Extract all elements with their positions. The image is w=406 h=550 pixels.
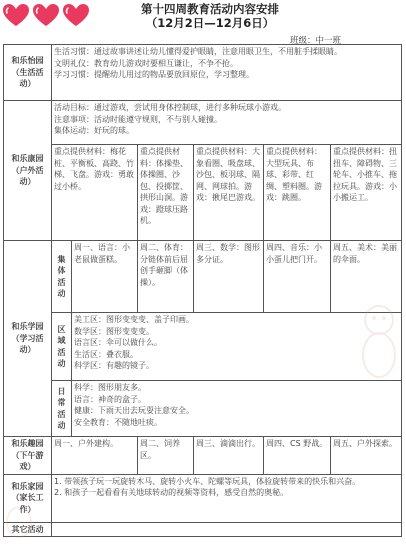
life-line: 学习习惯：提醒幼儿用过的物品要放回原位，学习整理。 <box>54 70 254 79</box>
afternoon-day: 周三、滴滴出行。 <box>194 437 264 475</box>
category-afternoon: 和乐趣园（下午游戏） <box>4 437 52 475</box>
study-row-group <box>4 241 402 313</box>
family-line: 1. 带领孩子玩一玩旋转木马、旋转小火车、陀螺等玩具，体验旋转带来的快乐和兴奋。 <box>54 476 361 486</box>
outdoor-area: 重点提供材料：大象看圈、吸盘球、沙包、板羽球、隔网、网球拍。游戏：揪尾巴游戏。 <box>194 145 264 241</box>
category-study: 和乐学园（学习活动） <box>4 241 52 437</box>
group-day: 周四、音乐：小小蛋儿把门开。 <box>264 241 331 313</box>
outdoor-line: 活动目标：通过游戏，尝试用身体控制球，进行多种玩球小游戏。 <box>54 103 286 112</box>
heart-icon <box>2 4 30 28</box>
zone-line: 科学区：有趣的镜子。 <box>74 361 154 370</box>
daily-content <box>72 381 402 437</box>
category-life: 和乐怡园（生活活动） <box>4 45 52 101</box>
study-row-daily <box>4 381 402 437</box>
daily-line: 健康：下雨天出去玩耍注意安全。 <box>74 406 194 415</box>
daily-line: 语言：神奇的盒子。 <box>74 394 146 404</box>
outdoor-row-areas <box>4 145 402 241</box>
family-row <box>4 474 402 522</box>
afternoon-day: 周四、CS 野战。 <box>264 437 331 475</box>
afternoon-day: 周一、户外建构。 <box>52 437 138 475</box>
category-outdoor: 和乐康园（户外活动） <box>4 101 52 241</box>
life-row <box>4 45 402 101</box>
cartoon-watermark-icon <box>356 300 402 390</box>
zone-line: 语言区：伞可以做什么。 <box>74 338 162 347</box>
subcategory-group: 集体活动 <box>52 241 72 313</box>
class-label: 班级：中一班 <box>290 36 342 46</box>
zone-line: 数学区：图形变变变。 <box>74 326 154 336</box>
afternoon-row <box>4 437 402 475</box>
group-day: 周五、美术：美丽的伞面。 <box>331 241 402 313</box>
zone-line: 美工区：图形变变变、盖子印画。 <box>74 315 194 324</box>
group-day: 周二、体育：分链体前后屈创手砸脚（体操）。 <box>138 241 194 313</box>
heart-icon <box>62 4 90 28</box>
outdoor-row-top <box>4 101 402 145</box>
cartoon-watermark-icon <box>4 500 34 540</box>
outdoor-area: 重点提供材料：体操垫、体操圈、沙包、投掷筐、拱形山洞。游戏：蹬球压路机。 <box>138 145 194 241</box>
life-line: 文明礼仪：教育幼儿游戏时要相互谦让，不争不抢。 <box>54 58 238 68</box>
zone-line: 生活区：叠衣服。 <box>74 349 138 359</box>
hearts-decoration <box>2 4 90 28</box>
category-other: 其它活动 <box>4 522 52 537</box>
group-day: 周三、数学：图形多分证。 <box>194 241 264 313</box>
outdoor-line: 注意事项：活动时能遵守规则，不与别人碰撞。 <box>54 114 222 124</box>
outdoor-area: 重点提供材料：扭扭车、障碍物、三轮车、小推车、拖拉玩具。游戏：小小搬运工。 <box>331 145 402 241</box>
outdoor-content <box>52 101 402 145</box>
study-row-zone <box>4 313 402 381</box>
afternoon-day: 周五、户外探索。 <box>331 437 402 475</box>
life-line: 生活习惯：通过故事讲述让幼儿懂得爱护眼睛，注意用眼卫生，不用脏手揉眼睛。 <box>54 47 342 56</box>
afternoon-day: 周二、饲养区。 <box>138 437 194 475</box>
other-content <box>52 522 402 537</box>
outdoor-area: 重点提供材料：梅花桩、平衡板、高跷、竹梯、飞盘。游戏：勇敢过小桥。 <box>52 145 138 241</box>
title-line-2: （12月2日—12月6日） <box>145 16 275 30</box>
title-line-1: 第十四周教育活动内容安排 <box>141 2 279 16</box>
daily-line: 科学：图形朋友多。 <box>74 383 146 392</box>
outdoor-line: 集体运动：好玩的球。 <box>54 126 134 135</box>
other-row <box>4 522 402 537</box>
schedule-table <box>3 44 402 537</box>
family-content <box>52 474 402 522</box>
category-family: 和乐家园（家长工作） <box>4 474 52 522</box>
subcategory-zone: 区域活动 <box>52 313 72 381</box>
family-line: 2. 和孩子一起看看有关地球转动的视频等资料，感受自然的奥秘。 <box>54 488 289 497</box>
zone-content <box>72 313 402 381</box>
heart-icon <box>32 4 60 28</box>
page-title <box>110 2 310 30</box>
daily-line: 安全教育：不随地吐痰。 <box>74 417 162 427</box>
life-content <box>52 45 402 101</box>
outdoor-area: 重点提供材料：大型玩具、布球、彩带、红绸、塑料圈。游戏：跳圈。 <box>264 145 331 241</box>
group-day: 周一、语言：小老鼠做蛋糕。 <box>72 241 138 313</box>
subcategory-daily: 日常活动 <box>52 381 72 437</box>
